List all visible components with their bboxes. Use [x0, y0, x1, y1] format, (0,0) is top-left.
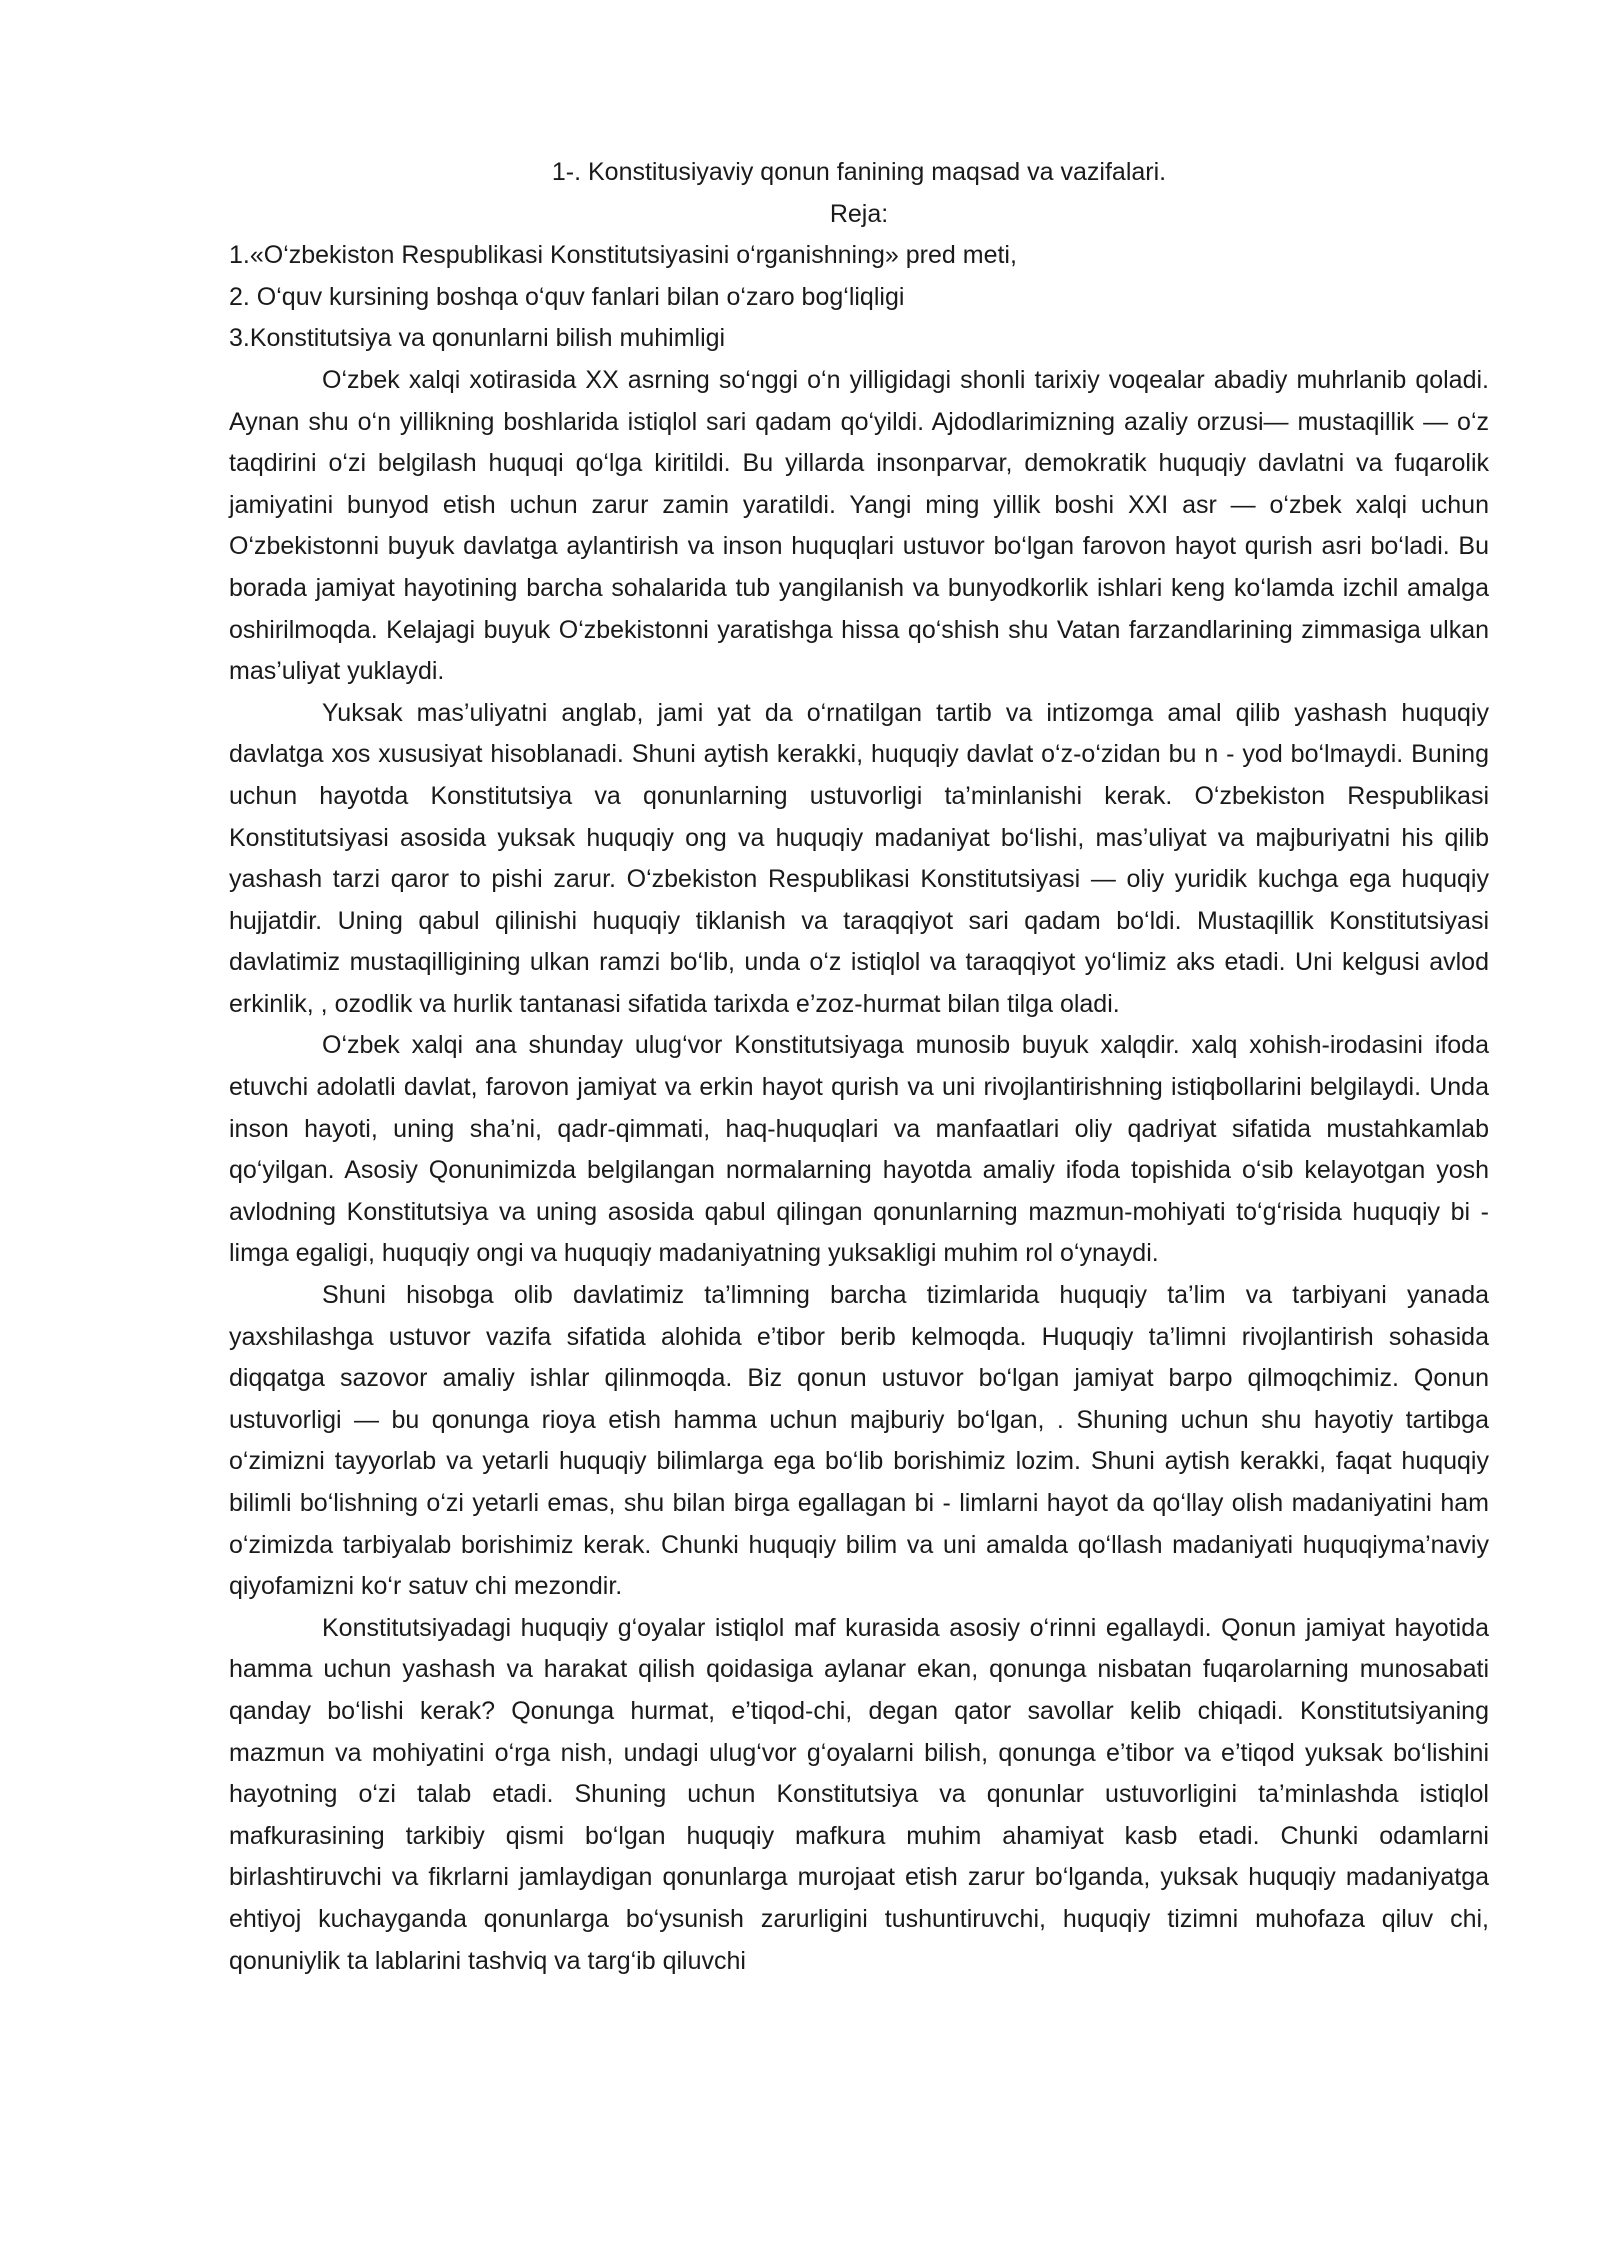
plan-heading: Reja:: [829, 199, 889, 228]
body-paragraph: O‘zbek xalqi xotirasida XX asrning so‘nggi o‘n yilligidagi shonli tarixiy voqealar abadiy muhrlanib qoladi. Aynan shu o‘n yillikning boshlarida istiqlol sari qadam qo‘yildi. Ajdodlarimizning azaliy orzusi— mustaqillik — o‘z taqdirini o‘zi belgilash huquqi qo‘lga kiritildi. Bu yillarda insonparvar, demokratik huquqiy davlatni va fuqarolik jamiyatini bunyod etish uchun zarur zamin yaratildi. Yangi ming yillik boshi XXI asr — o‘zbek xalqi uchun O‘zbekistonni buyuk davlatga aylantirish va inson huquqlari ustuvor bo‘lgan farovon hayot qurish asri bo‘ladi. Bu borada jamiyat hayotining barcha sohalarida tub yangilanish va bunyodkorlik ishlari keng ko‘lamda izchil amalga oshirilmoqda. Kelajagi buyuk O‘zbekistonni yaratishga hissa qo‘shish shu Vatan farzandlarining zimmasiga ulkan mas’uliyat yuklaydi.: [229, 365, 1489, 686]
plan-item: 1.«O‘zbekiston Respublikasi Konstitutsiyasini o‘rganishning» pred meti,: [229, 241, 1017, 270]
plan-item: 2. O‘quv kursining boshqa o‘quv fanlari bilan o‘zaro bog‘liqligi: [229, 282, 905, 311]
document-title: 1-. Konstitusiyaviy qonun fanining maqsad va vazifalari.: [551, 158, 1167, 186]
body-paragraph: O‘zbek xalqi ana shunday ulug‘vor Konstitutsiyaga munosib buyuk xalqdir. xalq xohish-irodasini ifoda etuvchi adolatli davlat, farovon jamiyat va erkin hayot qurish va uni rivojlantirishning istiqbollarini belgilaydi. Unda inson hayoti, uning sha’ni, qadr-qimmati, haq-huquqlari va manfaatlari oliy qadriyat sifatida mustahkamlab qo‘yilgan. Asosiy Qonunimizda belgilangan normalarning hayotda amaliy ifoda topishida o‘sib kelayotgan yosh avlodning Konstitutsiya va uning asosida qabul qilingan qonunlarning mazmun-mohiyati to‘g‘risida huquqiy bi - limga egaligi, huquqiy ongi va huquqiy madaniyatning yuksakligi muhim rol o‘ynaydi.: [229, 1031, 1489, 1268]
body-paragraph: Shuni hisobga olib davlatimiz ta’limning barcha tizimlarida huquqiy ta’lim va tarbiyani yanada yaxshilashga ustuvor vazifa sifatida alohida e’tibor berib kelmoqda. Huquqiy ta’limni rivojlantirish sohasida diqqatga sazovor amaliy ishlar qilinmoqda. Biz qonun ustuvor bo‘lgan jamiyat barpo qilmoqchimiz. Qonun ustuvorligi — bu qonunga rioya etish hamma uchun majburiy bo‘lgan, . Shuning uchun shu hayotiy tartibga o‘zimizni tayyorlab va yetarli huquqiy bilimlarga ega bo‘lib borishimiz lozim. Shuni aytish kerakki, faqat huquqiy bilimli bo‘lishning o‘zi yetarli emas, shu bilan birga egallagan bi - limlarni hayot da qo‘llay olish madaniyatini ham o‘zimizda tarbiyalab borishimiz kerak. Chunki huquqiy bilim va uni amalda qo‘llash madaniyati huquqiyma’naviy qiyofamizni ko‘r satuv chi mezondir.: [229, 1281, 1489, 1601]
document-page: [229, 152, 1489, 1982]
plan-item: 3.Konstitutsiya va qonunlarni bilish muhimligi: [229, 324, 726, 353]
body-paragraph: Konstitutsiyadagi huquqiy g‘oyalar istiqlol maf kurasida asosiy o‘rinni egallaydi. Qonun jamiyat hayotida hamma uchun yashash va harakat qilish qoidasiga aylanar ekan, qonunga nisbatan fuqarolarning munosabati qanday bo‘lishi kerak? Qonunga hurmat, e’tiqod-chi, degan qator savollar kelib chiqadi. Konstitutsiyaning mazmun va mohiyatini o‘rga nish, undagi ulug‘vor g‘oyalarni bilish, qonunga e’tibor va e’tiqod yuksak bo‘lishini hayotning o‘zi talab etadi. Shuning uchun Konstitutsiya va qonunlar ustuvorligini ta’minlashda istiqlol mafkurasining tarkibiy qismi bo‘lgan huquqiy mafkura muhim ahamiyat kasb etadi. Chunki odamlarni birlashtiruvchi va fikrlarni jamlaydigan qonunlarga murojaat etish zarur bo‘lganda, yuksak huquqiy madaniyatga ehtiyoj kuchayganda qonunlarga bo‘ysunish zarurligini tushuntiruvchi, huquqiy tizimni muhofaza qiluv chi, qonuniylik ta lablarini tashviq va targ‘ib qiluvchi: [229, 1613, 1489, 1975]
body-paragraph: Yuksak mas’uliyatni anglab, jami yat da o‘rnatilgan tartib va intizomga amal qilib yashash huquqiy davlatga xos xususiyat hisoblanadi. Shuni aytish kerakki, huquqiy davlat o‘z-o‘zidan bu n - yod bo‘lmaydi. Buning uchun hayotda Konstitutsiya va qonunlarning ustuvorligi ta’minlanishi kerak. O‘zbekiston Respublikasi Konstitutsiyasi asosida yuksak huquqiy ong va huquqiy madaniyat bo‘lishi, mas’uliyat va majburiyatni his qilib yashash tarzi qaror to pishi zarur. O‘zbekiston Respublikasi Konstitutsiyasi — oliy yuridik kuchga ega huquqiy hujjatdir. Uning qabul qilinishi huquqiy tiklanish va taraqqiyot sari qadam bo‘ldi. Mustaqillik Konstitutsiyasi davlatimiz mustaqilligining ulkan ramzi bo‘lib, unda o‘z istiqlol va taraqqiyot yo‘limiz aks etadi. Uni kelgusi avlod erkinlik, , ozodlik va hurlik tantanasi sifatida tarixda e’zoz-hurmat bilan tilga oladi.: [229, 698, 1489, 1018]
plan-list: [229, 235, 1489, 360]
